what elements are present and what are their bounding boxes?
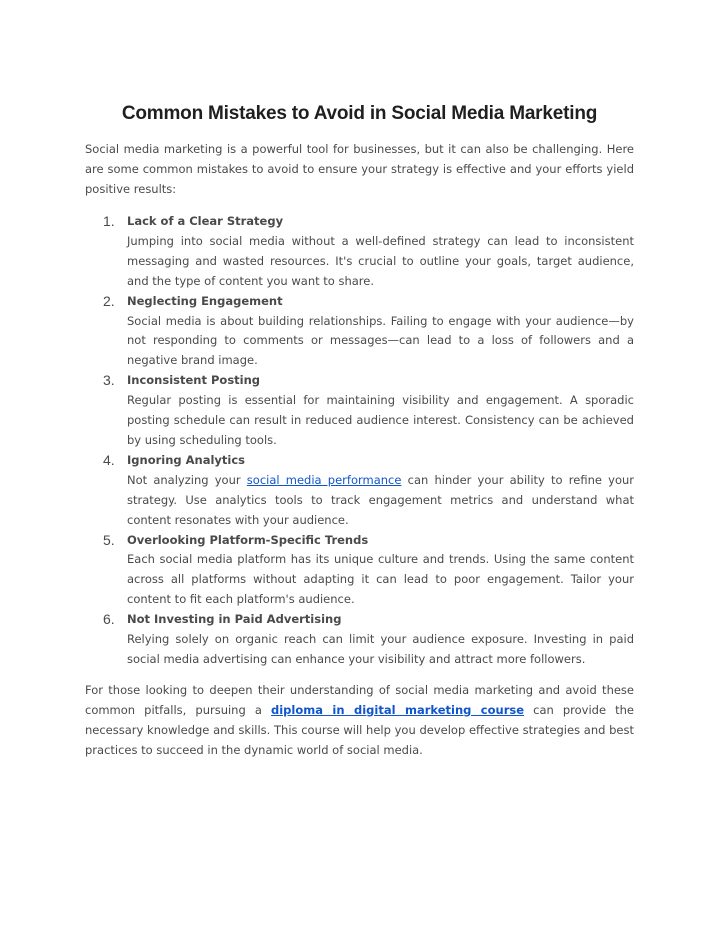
outro-text-before-link: For those looking to deepen their understanding of social media marketing and avoid these common pitfalls, pursuing a [85, 683, 634, 717]
list-item [85, 451, 634, 531]
list-item-title: Not Investing in Paid Advertising [127, 612, 342, 627]
list-item-title: Overlooking Platform-Specific Trends [127, 532, 369, 547]
list-item-number: 6. [103, 611, 115, 628]
list-item-title: Ignoring Analytics [127, 452, 246, 467]
list-item-description: Social media is about building relationships. Failing to engage with your audience—by not responding to comments or messages—can lead to a loss of followers and a negative brand image. [127, 313, 634, 368]
social-media-performance-link[interactable]: social media performance [246, 472, 402, 487]
list-item-description: Relying solely on organic reach can limit your audience exposure. Investing in paid social media advertising can enhance your visibility and attract more followers. [127, 632, 634, 666]
list-item-description [127, 471, 634, 531]
list-item-number: 3. [103, 372, 115, 389]
diploma-course-link[interactable]: diploma in digital marketing course [271, 702, 525, 717]
list-item-number: 2. [103, 292, 115, 309]
description-text-after-link: can hinder your ability to refine your strategy. Use analytics tools to track engagement metrics and understand what content resonates with your audience. [127, 472, 634, 527]
list-item-number: 5. [103, 531, 115, 548]
list-item-description: Jumping into social media without a well-defined strategy can lead to inconsistent messaging and wasted resources. It's crucial to outline your goals, target audience, and the type of content you want to share. [127, 233, 634, 288]
list-item [85, 212, 634, 292]
list-item-title: Lack of a Clear Strategy [127, 214, 284, 228]
list-item [85, 531, 634, 611]
list-item [85, 292, 634, 372]
document-title: Common Mistakes to Avoid in Social Media Marketing [121, 103, 598, 124]
outro-text-after-link: can provide the necessary knowledge and skills. This course will help you develop effective strategies and best practices to succeed in the dynamic world of social media. [85, 702, 635, 757]
list-item-number: 1. [103, 213, 115, 229]
list-item [85, 371, 634, 451]
outro-paragraph [85, 681, 634, 761]
mistakes-list [85, 212, 634, 670]
list-item-title: Neglecting Engagement [127, 293, 283, 308]
list-item-number: 4. [103, 451, 115, 468]
list-item-description: Each social media platform has its unique culture and trends. Using the same content across all platforms without adapting it can lead to poor engagement. Tailor your content to fit each platform's audience. [127, 552, 634, 607]
description-text-before-link: Not analyzing your [127, 472, 241, 487]
list-item-description: Regular posting is essential for maintaining visibility and engagement. A sporadic posting schedule can result in reduced audience interest. Consistency can be achieved by using scheduling tools. [127, 393, 634, 447]
list-item-title: Inconsistent Posting [127, 373, 261, 388]
intro-paragraph: Social media marketing is a powerful tool for businesses, but it can also be challenging. Here are some common mistakes to avoid to ensure your strategy is effective and your efforts yield positive results: [85, 142, 634, 196]
list-item [85, 610, 634, 670]
